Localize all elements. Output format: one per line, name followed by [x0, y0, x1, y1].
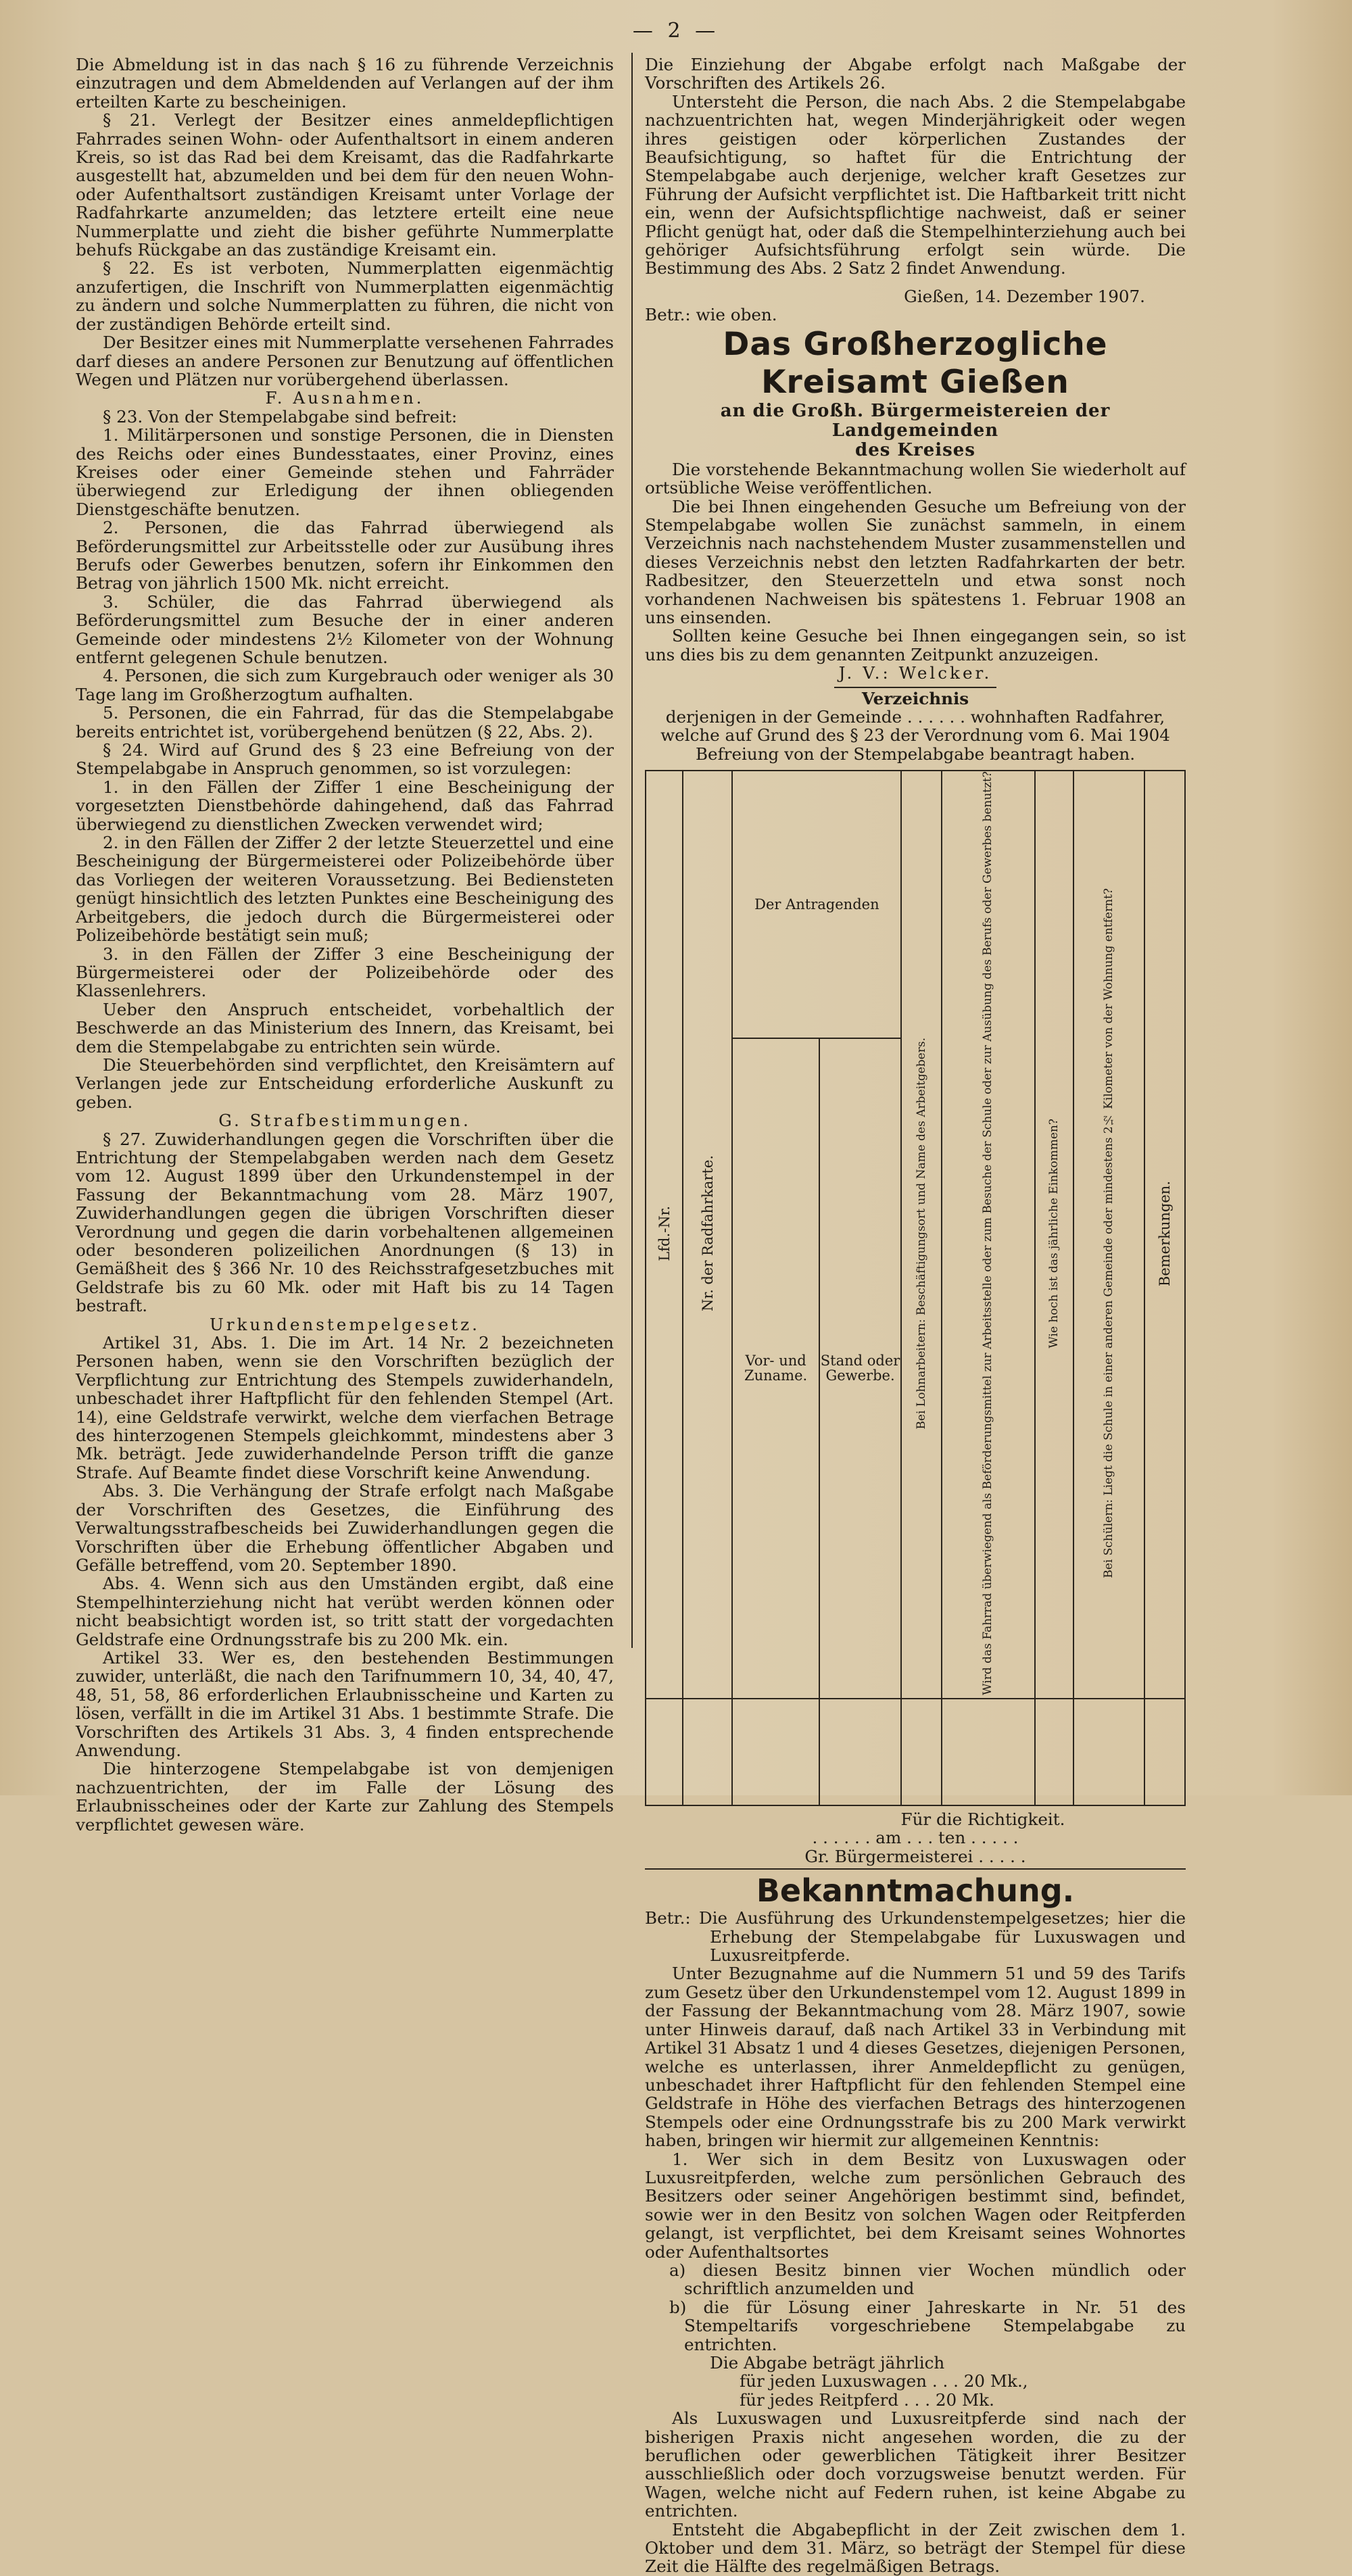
verzeichnis-line-1: derjenigen in der Gemeinde . . . . . . wohnhaften Radfahrer,	[665, 706, 1165, 727]
col-lohnarbeiter: Bei Lohnarbeitern: Beschäftigungsort und Name des Arbeitgebers.	[901, 771, 942, 1699]
col-stand: Stand oder Gewerbe.	[819, 1038, 902, 1699]
paragraph: Abs. 4. Wenn sich aus den Umständen ergibt, daß eine Stempelhinterziehung nicht hat verübt werden können oder nicht beabsichtigt worden ist, so tritt statt der vorgedachten Geldstrafe eine Ordnungsstrafe bis zu 200 Mk. ein.	[76, 1574, 614, 1649]
col-karte-nr: Nr. der Radfahrkarte.	[683, 771, 732, 1699]
form-footer-1: Für die Richtigkeit.	[900, 1809, 1065, 1830]
col-antragende: Der Antragenden	[732, 771, 901, 1038]
paragraph: § 21. Verlegt der Besitzer eines anmeldepflichtigen Fahrrades seinen Wohn- oder Aufenthaltsort in einem anderen Kreis, so ist das Rad bei dem Kreisamt, das die Radfahrkarte ausgestellt hat, abzumelden und bei dem für den neuen Wohn- oder Aufenthaltsort zuständigen Kreisamt unter Vorlage der Radfahrkarte anzumelden; das letztere erteilt eine neue Nummerplatte und zieht die bisher geführte Nummerplatte behufs Rückgabe an das zuständige Kreisamt ein.	[76, 110, 614, 260]
col-bemerkungen: Bemerkungen.	[1144, 771, 1185, 1699]
date-line: Gießen, 14. Dezember 1907.	[904, 286, 1145, 306]
verzeichnis-form-table	[645, 770, 1186, 1806]
paragraph: Die Steuerbehörden sind verpflichtet, den Kreisämtern auf Verlangen jede zur Entscheidung erforderliche Auskunft zu geben.	[76, 1054, 614, 1112]
right-column	[645, 55, 1186, 2576]
table-row-empty	[646, 1699, 1185, 1805]
paragraph: § 22. Es ist verboten, Nummerplatten eigenmächtig anzufertigen, die Inschrift von Nummerplatten eigenmächtig zu ändern und solche Nummerplatten zu führen, die nicht von der zuständigen Behörde erteilt sind.	[76, 258, 614, 334]
betr-line: Betr.: wie oben.	[645, 305, 777, 325]
signature: J. V.: Welcker.	[838, 663, 992, 683]
col-vorname: Vor- und Zuname.	[732, 1038, 819, 1699]
section-heading: Urkundenstempelgesetz.	[210, 1314, 480, 1334]
paragraph: 2. in den Fällen der Ziffer 2 der letzte Steuerzettel und eine Bescheinigung der Bürgermeisterei oder Polizeibehörde über das Vorliegen der weiteren Voraussetzung. Bei Bediensteten genügt hinsichtlich des letzten Punktes eine Bescheinigung des Arbeitgebers, die jedoch durch die Bürgermeisterei oder Polizeibehörde bestätigt sein muß;	[76, 833, 614, 946]
paragraph: 1. in den Fällen der Ziffer 1 eine Bescheinigung der vorgesetzten Dienstbehörde dahingehend, daß das Fahrrad überwiegend zu dienstlichen Zwecken verwendet wird;	[76, 777, 614, 834]
paragraph: Die Einziehung der Abgabe erfolgt nach Maßgabe der Vorschriften des Artikels 26.	[645, 55, 1186, 93]
paragraph: 4. Personen, die sich zum Kurgebrauch oder weniger als 30 Tage lang im Großherzogtum aufhalten.	[76, 666, 614, 704]
col-einkommen: Wie hoch ist das jährliche Einkommen?	[1035, 771, 1073, 1699]
authority-subtitle: an die Großh. Bürgermeistereien der Landgemeinden	[720, 400, 1111, 441]
col-lfd-nr: Lfd.-Nr.	[646, 771, 683, 1699]
paragraph: Die hinterzogene Stempelabgabe ist von demjenigen nachzuentrichten, der im Falle der Lösung des Erlaubnisscheines oder der Karte zur Zahlung des Stempels verpflichtet gewesen wäre.	[76, 1759, 614, 1834]
notice-paragraph: Die bei Ihnen eingehenden Gesuche um Befreiung von der Stempelabgabe wollen Sie zunächst sammeln, in einem Verzeichnis nach nachstehendem Muster zusammenstellen und dieses Verzeichnis nebst den letzten Radfahrkarten der betr. Radbesitzer, den Steuerzetteln und etwa sonst noch vorhandenen Nachweisen bis spätestens 1. Februar 1908 an uns einsenden.	[645, 496, 1186, 627]
bekanntmachung-para-1: Unter Bezugnahme auf die Nummern 51 und 59 des Tarifs zum Gesetz über den Urkundenstempel vom 12. August 1899 in der Fassung der Bekanntmachung vom 28. März 1907, sowie unter Hinweis darauf, daß nach Artikel 33 in Verbindung mit Artikel 31 Absatz 1 und 4 dieses Gesetzes, diejenigen Personen, welche es unterlassen, ihrer Anmeldepflicht zu genügen, unbeschadet ihrer Haftpflicht für den fehlenden Stempel eine Geldstrafe in Höhe des vierfachen Betrags des hinterzogenen Stempels oder eine Ordnungsstrafe bis zu 200 Mark verwirkt haben, bringen wir hiermit zur allgemeinen Kenntnis:	[645, 1964, 1186, 2151]
divider-line	[834, 687, 996, 688]
paragraph: Der Besitzer eines mit Nummerplatte versehenen Fahrrades darf dieses an andere Personen zur Benutzung auf öffentlichen Wegen und Plätzen nur vorübergehend überlassen.	[76, 333, 614, 389]
right-top-text	[645, 55, 1186, 278]
paragraph: Artikel 31, Abs. 1. Die im Art. 14 Nr. 2 bezeichneten Personen haben, wenn sie den Vorschriften bezüglich der Verpflichtung zur Entrichtung des Stempels zuwiderhandeln, unbeschadet ihrer Haftpflicht für den fehlenden Stempel (Art. 14), eine Geldstrafe verwirkt, welche dem vierfachen Betrage des hinterzogenen Stempels gleichkommt, mindestens aber 3 Mk. beträgt. Jede zuwiderhandelnde Person trifft die ganze Strafe. Auf Beamte findet diese Vorschrift keine Anwendung.	[76, 1333, 614, 1482]
paragraph: § 23. Von der Stempelabgabe sind befreit:	[103, 406, 458, 427]
notice-paragraph: Die vorstehende Bekanntmachung wollen Sie wiederholt auf ortsübliche Weise veröffentlichen.	[645, 459, 1186, 498]
authority-subtitle-2: des Kreises	[855, 439, 975, 460]
page-number: — 2 —	[632, 19, 720, 43]
notice-paragraph: Sollten keine Gesuche bei Ihnen eingegangen sein, so ist uns dies bis zu dem genannten Zeitpunkt anzuzeigen.	[645, 626, 1186, 664]
verzeichnis-line-2: welche auf Grund des § 23 der Verordnung vom 6. Mai 1904	[660, 725, 1170, 746]
paragraph: 3. in den Fällen der Ziffer 3 eine Bescheinigung der Bürgermeisterei oder der Polizeibehörde oder des Klassenlehrers.	[76, 944, 614, 1001]
paragraph: Die Abmeldung ist in das nach § 16 zu führende Verzeichnis einzutragen und dem Abmeldenden auf Verlangen auf der ihm erteilten Karte zu bescheinigen.	[76, 55, 614, 112]
paragraph: § 24. Wird auf Grund des § 23 eine Befreiung von der Stempelabgabe in Anspruch genommen, so ist vorzulegen:	[76, 740, 614, 779]
col-fahrrad: Wird das Fahrrad überwiegend als Beförderungsmittel zur Arbeitsstelle oder zum Besuche der Schule oder zur Ausübung des Berufs oder Gewerbes benutzt?	[942, 771, 1035, 1699]
paragraph: 1. Militärpersonen und sonstige Personen, die in Diensten des Reichs oder eines Bundesstaates, einer Provinz, eines Kreises oder einer Gemeinde stehen und Fahrräder überwiegend zur Erledigung der ihnen obliegenden Dienstgeschäfte benutzen.	[76, 425, 614, 519]
section-heading: G. Strafbestimmungen.	[218, 1111, 471, 1131]
bekanntmachung-betr: Betr.: Die Ausführung des Urkundenstempelgesetzes; hier die Erhebung der Stempelabgabe für Luxuswagen und Luxusreitpferde.	[645, 1908, 1186, 1966]
bekanntmachung-item-b: b) die für Lösung einer Jahreskarte in Nr. 51 des Stempeltarifs vorgeschriebene Stempelabgabe zu entrichten.	[669, 2297, 1186, 2354]
notice-paragraphs	[645, 460, 1186, 664]
col-schueler: Bei Schülern: Liegt die Schule in einer anderen Gemeinde oder mindestens 2½ Kilometer von der Wohnung entfernt?	[1073, 771, 1144, 1699]
bekanntmachung-para-3: Als Luxuswagen und Luxusreitpferde sind nach der bisherigen Praxis nicht angesehen worden, die zu der beruflichen oder gewerblichen Tätigkeit ihrer Besitzer ausschließlich oder doch vorzugsweise benutzt werden. Für Wagen, welche nicht auf Federn ruhen, ist keine Abgabe zu entrichten.	[645, 2408, 1186, 2521]
paragraph: § 27. Zuwiderhandlungen gegen die Vorschriften über die Entrichtung der Stempelabgaben werden nach dem Gesetz vom 12. August 1899 über den Urkundenstempel in der Fassung der Bekanntmachung vom 28. März 1907, Zuwiderhandlungen gegen die übrigen Vorschriften dieser Verordnung und gegen die darin vorbehaltenen allgemeinen oder besonderen polizeilichen Anordnungen (§ 13) in Gemäßheit des § 366 Nr. 10 des Reichsstrafgesetzbuches mit Geldstrafe bis zu 60 Mk. oder mit Haft bis zu 14 Tagen bestraft.	[76, 1129, 614, 1316]
authority-title: Das Großherzogliche Kreisamt Gießen	[723, 325, 1108, 401]
paragraph: Ueber den Anspruch entscheidet, vorbehaltlich der Beschwerde an das Ministerium des Innern, das Kreisamt, bei dem die Stempelabgabe zu entrichten sein würde.	[76, 999, 614, 1056]
paragraph: 3. Schüler, die das Fahrrad überwiegend als Beförderungsmittel zum Besuche der in einer anderen Gemeinde oder mindestens 2½ Kilometer von der Wohnung entfernt gelegenen Schule benutzen.	[76, 591, 614, 667]
paragraph: 5. Personen, die ein Fahrrad, für das die Stempelabgabe bereits entrichtet ist, vorübergehend benützen (§ 22, Abs. 2).	[76, 703, 614, 742]
paragraph: Abs. 3. Die Verhängung der Strafe erfolgt nach Maßgabe der Vorschriften des Gesetzes, die Einführung des Verwaltungsstrafbescheids bei Zuwiderhandlungen gegen die Vorschriften über die Erhebung öffentlicher Abgaben und Gefälle betreffend, vom 20. September 1890.	[76, 1481, 614, 1575]
left-column	[76, 55, 614, 1834]
fee-intro: Die Abgabe beträgt jährlich	[710, 2353, 945, 2373]
section-heading: F. Ausnahmen.	[265, 388, 425, 408]
section-divider	[645, 1868, 1186, 1870]
fee-row-1: für jeden Luxuswagen . . . 20 Mk.,	[740, 2371, 1028, 2391]
verzeichnis-line-3: Befreiung von der Stempelabgabe beantragt haben.	[695, 744, 1136, 764]
bekanntmachung-para-2: 1. Wer sich in dem Besitz von Luxuswagen oder Luxusreitpferden, welche zum persönlichen Gebrauch des Besitzers oder seiner Angehörigen bestimmt sind, befindet, sowie wer in den Besitz von solchen Wagen oder Reitpferden gelangt, ist verpflichtet, bei dem Kreisamt seines Wohnortes oder Aufenthaltsortes	[645, 2149, 1186, 2262]
fee-row-2: für jedes Reitpferd . . . 20 Mk.	[740, 2389, 994, 2410]
bekanntmachung-title: Bekanntmachung.	[756, 1872, 1075, 1910]
bekanntmachung-item-a: a) diesen Besitz binnen vier Wochen mündlich oder schriftlich anzumelden und	[669, 2260, 1186, 2299]
column-divider	[631, 53, 633, 1648]
paragraph: Artikel 33. Wer es, den bestehenden Bestimmungen zuwider, unterläßt, die nach den Tarifnummern 10, 34, 40, 47, 48, 51, 58, 86 erforderlichen Erlaubnisscheine und Karten zu lösen, verfällt in die im Artikel 31 Abs. 1 bestimmte Strafe. Die Vorschriften des Artikels 31 Abs. 3, 4 finden entsprechende Anwendung.	[76, 1647, 614, 1760]
verzeichnis-title: Verzeichnis	[861, 688, 969, 708]
bekanntmachung-para-4: Entsteht die Abgabepflicht in der Zeit zwischen dem 1. Oktober und dem 31. März, so beträgt der Stempel für diese Zeit die Hälfte des regelmäßigen Betrags.	[645, 2519, 1186, 2576]
paragraph: Untersteht die Person, die nach Abs. 2 die Stempelabgabe nachzuentrichten hat, wegen Minderjährigkeit oder wegen ihres geistigen oder körperlichen Zustandes der Beaufsichtigung, so haftet für die Entrichtung der Stempelabgabe auch derjenige, welcher kraft Gesetzes zur Führung der Aufsicht verpflichtet ist. Die Haftbarkeit tritt nicht ein, wenn der Aufsichtspflichtige nachweist, daß er seiner Pflicht genügt hat, oder daß die Stempelhinterziehung auch bei gehöriger Aufsichtsführung erfolgt sein würde. Die Bestimmung des Abs. 2 Satz 2 findet Anwendung.	[645, 91, 1186, 278]
form-footer-3: Gr. Bürgermeisterei . . . . .	[804, 1846, 1026, 1866]
paragraph: 2. Personen, die das Fahrrad überwiegend als Beförderungsmittel zur Arbeitsstelle oder zur Ausübung ihres Berufs oder Gewerbes benutzen, sofern ihr Einkommen den Betrag von jährlich 1500 Mk. nicht erreicht.	[76, 518, 614, 593]
form-footer-2: . . . . . . am . . . ten . . . . .	[812, 1828, 1019, 1848]
